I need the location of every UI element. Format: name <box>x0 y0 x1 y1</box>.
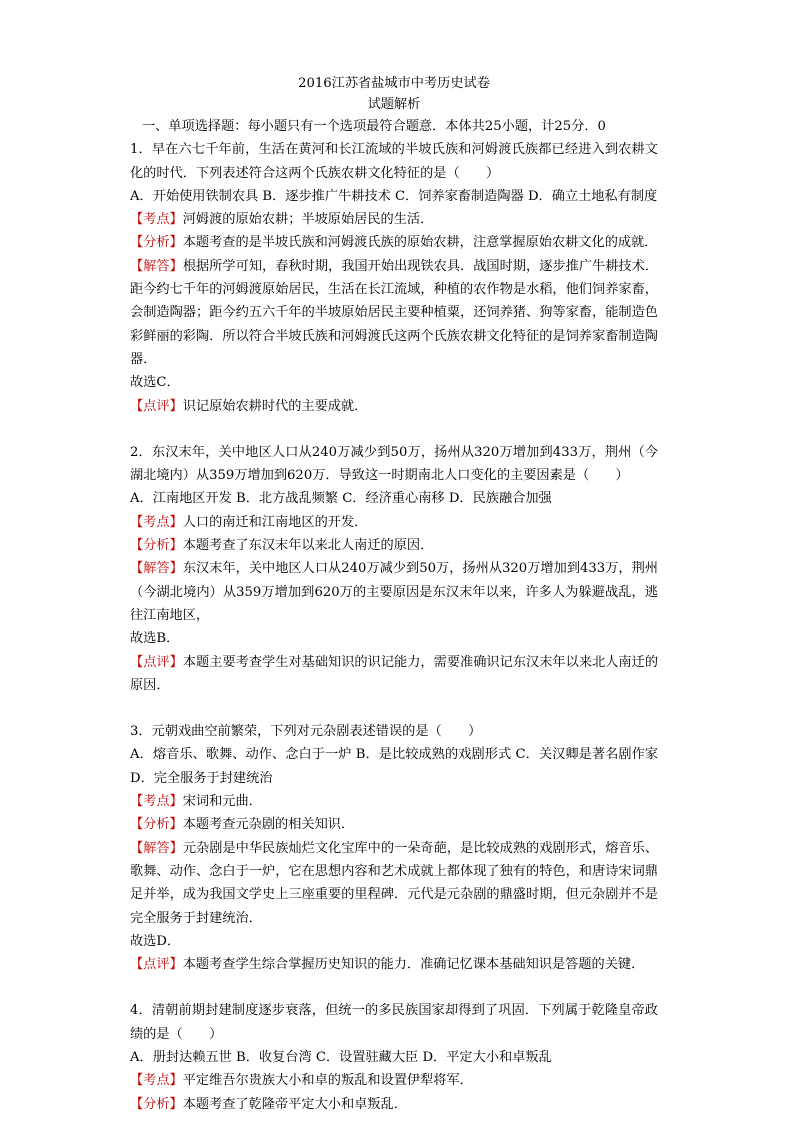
document-page <box>130 74 658 1116</box>
section-intro: 一、单项选择题：每小题只有一个选项最符合题意．本体共25小题，计25分．0 <box>142 119 606 134</box>
question-3 <box>130 720 658 976</box>
kaodian-text: 人口的南迁和江南地区的开发． <box>182 514 368 530</box>
dianping-tag: 【点评】 <box>130 398 183 414</box>
kaodian-text: 宋词和元曲． <box>182 794 262 810</box>
dianping-tag: 【点评】 <box>130 654 183 670</box>
dianping-line <box>130 651 658 698</box>
question-stem: 2．东汉末年，关中地区人口从240万减少到50万，扬州从320万增加到433万，荆州（今湖北境内）从359万增加到620万．导致这一时期南北人口变化的主要因素是（ ） <box>130 444 658 484</box>
dianping-tag: 【点评】 <box>130 957 183 973</box>
dianping-text: 识记原始农耕时代的主要成就． <box>182 398 368 414</box>
dianping-line <box>130 395 658 418</box>
fenxi-text: 本题考查的是半坡氏族和河姆渡氏族的原始农耕，注意掌握原始农耕文化的成就． <box>182 235 658 251</box>
dianping-line <box>130 953 658 976</box>
dianping-text: 本题主要考查学生对基础知识的识记能力，需要准确识记东汉末年以来北人南迁的原因． <box>130 654 659 693</box>
jieda-text: 根据所学可知，春秋时期，我国开始出现铁农具．战国时期，逐步推广牛耕技术．距今约七千年的河姆渡原始居民，生活在长江流域，种植的农作物是水稻，他们饲养家畜，会制造陶器；距今约五六千年的半坡原始居民主要种植粟，还饲养猪、狗等家畜，能制造色彩鲜丽的彩陶．所以符合半坡氏族和河姆渡氏这两个氏族农耕文化特征的是饲养家畜制造陶器． <box>130 258 659 367</box>
fenxi-line <box>130 534 658 557</box>
question-stem: 4．清朝前期封建制度逐步衰落，但统一的多民族国家却得到了巩固．下列属于乾隆皇帝政绩的是（ ） <box>130 1003 658 1042</box>
fenxi-tag: 【分析】 <box>130 538 183 554</box>
fenxi-text: 本题考查元杂剧的相关知识． <box>182 817 355 833</box>
question-stem: 3．元朝戏曲空前繁荣，下列对元杂剧表述错误的是（ ） <box>130 724 482 740</box>
fenxi-tag: 【分析】 <box>130 1096 183 1112</box>
jieda-tag: 【解答】 <box>130 561 183 577</box>
spacer <box>130 976 658 999</box>
kaodian-text: 平定维吾尔贵族大小和卓的叛乱和设置伊犁将军． <box>182 1073 473 1089</box>
question-2 <box>130 441 658 697</box>
doc-title: 2016江苏省盐城市中考历史试卷 <box>298 76 490 91</box>
jieda-line <box>130 255 658 371</box>
kaodian-tag: 【考点】 <box>130 514 183 530</box>
kaodian-line <box>130 1069 658 1092</box>
kaodian-tag: 【考点】 <box>130 1073 183 1089</box>
dianping-text: 本题考查学生综合掌握历史知识的能力．准确记忆课本基础知识是答题的关键． <box>182 957 645 973</box>
kaodian-line <box>130 208 658 231</box>
kaodian-text: 河姆渡的原始农耕；半坡原始居民的生活． <box>182 212 434 228</box>
question-options: A．熔音乐、歌舞、动作、念白于一炉 B．是比较成熟的戏剧形式 C．关汉卿是著名剧作家 D．完全服务于封建统治 <box>130 747 658 786</box>
fenxi-text: 本题考查了乾隆帝平定大小和卓叛乱． <box>182 1096 407 1112</box>
spacer <box>130 418 658 441</box>
doc-subtitle: 试题解析 <box>367 97 421 112</box>
fenxi-text: 本题考查了东汉末年以来北人南迁的原因． <box>182 538 434 554</box>
question-stem: 1．早在六七千年前，生活在黄河和长江流域的半坡氏族和河姆渡氏族都已经进入到农耕文化的时代．下列表述符合这两个氏族农耕文化特征的是（ ） <box>130 142 658 181</box>
question-4 <box>130 999 658 1115</box>
fenxi-line <box>130 813 658 836</box>
fenxi-line <box>130 231 658 254</box>
jieda-line <box>130 837 658 930</box>
question-options: A．册封达赖五世 B．收复台湾 C．设置驻藏大臣 D．平定大小和卓叛乱 <box>130 1049 552 1065</box>
kaodian-line <box>130 790 658 813</box>
answer-line: 故选D． <box>130 933 181 949</box>
fenxi-tag: 【分析】 <box>130 817 183 833</box>
question-options: A．江南地区开发 B．北方战乱频繁 C．经济重心南移 D．民族融合加强 <box>130 491 552 507</box>
question-1 <box>130 138 658 418</box>
jieda-tag: 【解答】 <box>130 840 183 856</box>
jieda-text: 元杂剧是中华民族灿烂文化宝库中的一朵奇葩，是比较成熟的戏剧形式，熔音乐、歌舞、动作、念白于一炉，它在思想内容和艺术成就上都体现了独有的特色，和唐诗宋词鼎足并举，成为我国文学史上三座重要的里程碑．元代是元杂剧的鼎盛时期，但元杂剧并不是完全服务于封建统治． <box>130 840 659 926</box>
fenxi-line <box>130 1093 658 1116</box>
kaodian-tag: 【考点】 <box>130 212 183 228</box>
jieda-line <box>130 557 658 627</box>
fenxi-tag: 【分析】 <box>130 235 183 251</box>
jieda-tag: 【解答】 <box>130 258 183 274</box>
question-options: A．开始使用铁制农具 B．逐步推广牛耕技术 C．饲养家畜制造陶器 D．确立土地私有制度 <box>130 188 658 204</box>
spacer <box>130 697 658 720</box>
jieda-text: 东汉末年，关中地区人口从240万减少到50万，扬州从320万增加到433万，荆州（今湖北境内）从359万增加到620万的主要原因是东汉末年以来，许多人为躲避战乱，逃往江南地区， <box>130 561 658 623</box>
kaodian-tag: 【考点】 <box>130 794 183 810</box>
kaodian-line <box>130 511 658 534</box>
answer-line: 故选B． <box>130 631 180 647</box>
answer-line: 故选C． <box>130 375 180 391</box>
